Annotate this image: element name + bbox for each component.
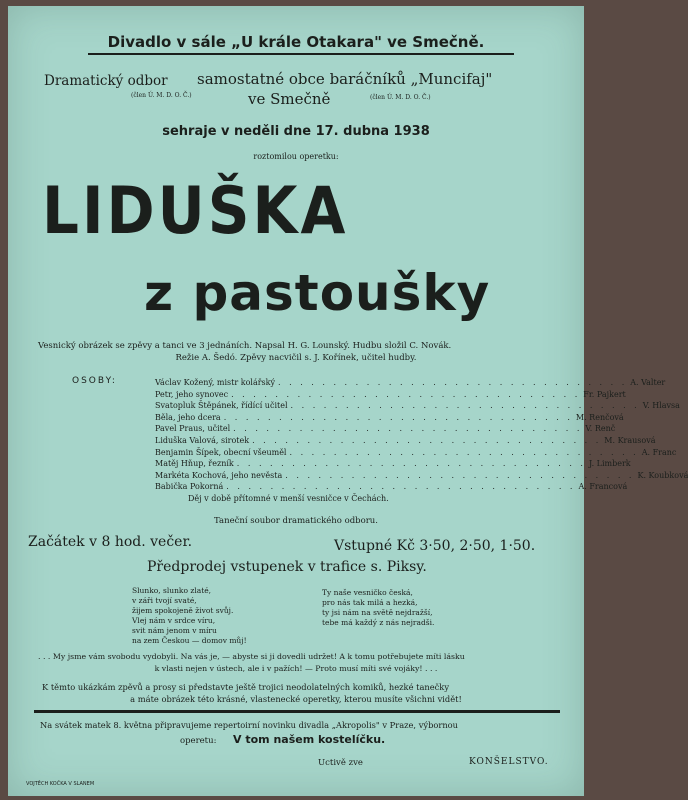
org-member-note-left: (člen Ú. M. D. O. Č.) — [131, 92, 192, 99]
cast-row — [155, 412, 624, 425]
venue-line: Divadlo v sále „U krále Otakara" ve Smečně. — [107, 33, 485, 51]
quote-line-1: . . . My jsme vám svobodu vydobyli. Na vás je, — abyste si ji dovedli udržet! A k tomu potřebujete míti lásku — [38, 652, 465, 661]
presale: Předprodej vstupenek v trafice s. Piksy. — [147, 559, 427, 575]
poem-right: Ty naše vesničko česká, pro nás tak milá a hezká, ty jsi nám na světě nejdražší, tebe má každý z nás nejradši. — [322, 588, 435, 627]
cast-leader-dots: . . . . . . . . . . . . . . . . . . . . . . . . . . . . . . . . — [231, 389, 581, 399]
cast-role: Babička Pokorná — [155, 482, 224, 492]
cast-leader-dots: . . . . . . . . . . . . . . . . . . . . . . . . . . . . . . . . — [278, 378, 628, 387]
cast-actor: A. Franc — [641, 447, 677, 457]
cast-role: Matěj Hňup, řezník — [155, 459, 234, 469]
org-member-note-right: (člen Ú. M. D. O. Č.) — [370, 94, 431, 101]
cast-leader-dots: . . . . . . . . . . . . . . . . . . . . . . . . . . . . . . . . — [226, 482, 576, 492]
intro-line: roztomilou operetku: — [253, 152, 339, 161]
cast-row — [155, 389, 626, 402]
description-line-2: Režie A. Šedó. Zpěvy nacvičil s. J. Kořínek, učitel hudby. — [175, 353, 417, 363]
setting-line: Děj v době přítomné v menší vesničce v Čechách. — [188, 494, 389, 503]
greeting: Uctivě zve — [318, 758, 363, 768]
cast-actor: K. Koubková — [637, 470, 688, 480]
org-line-left: Dramatický odbor — [44, 73, 168, 89]
cast-actor: Fr. Pajkert — [583, 389, 626, 399]
description-line-1: Vesnický obrázek se zpěvy a tanci ve 3 jednáních. Napsal H. G. Lounský. Hudbu složil C. Novák. — [38, 341, 452, 351]
cast-role: Svatopluk Štěpánek, řídící učitel — [155, 401, 288, 411]
cast-actor: M. Renčová — [575, 412, 624, 422]
invitation-line-1: K těmto ukázkám zpěvů a prosy si představte ještě trojici neodolatelných komiků, hezké tanečky — [42, 682, 450, 692]
cast-row — [155, 459, 631, 471]
cast-row — [155, 436, 656, 448]
cast-role: Václav Kožený, mistr kolářský — [155, 378, 276, 387]
cast-leader-dots: . . . . . . . . . . . . . . . . . . . . . . . . . . . . . . . . — [290, 401, 640, 411]
cast-leader-dots: . . . . . . . . . . . . . . . . . . . . . . . . . . . . . . . . — [289, 447, 639, 457]
cast-row — [155, 447, 677, 460]
quote-line-2: k vlasti nejen v ústech, ale i v pažích! — Proto musí míti své vojáky! . . . — [154, 664, 438, 673]
admission: Vstupné Kč 3·50, 2·50, 1·50. — [334, 538, 536, 554]
footer-announcement: Na svátek matek 8. května připravujeme repertoirní novinku divadla „Akropolis" v Praze, výbornou — [40, 720, 459, 730]
start-time: Začátek v 8 hod. večer. — [28, 534, 193, 550]
org-town-line: ve Smečně — [248, 90, 331, 108]
cast-role: Markéta Kochová, jeho nevěsta — [155, 470, 283, 480]
cast-label: OSOBY: — [72, 376, 117, 386]
title-line-2: z pastoušky — [144, 264, 491, 322]
footer-operetta-prefix: operetu: — [180, 736, 217, 746]
org-line-right: samostatné obce baráčníků „Muncifaj" — [197, 70, 493, 88]
invitation-line-2: a máte obrázek této krásné, vlastenecké operetky, kterou musíte všichni vidět! — [130, 694, 462, 704]
cast-role: Pavel Praus, učitel — [155, 424, 231, 434]
dance-line: Taneční soubor dramatického odboru. — [214, 516, 378, 526]
cast-leader-dots: . . . . . . . . . . . . . . . . . . . . . . . . . . . . . . . . — [236, 459, 586, 469]
cast-leader-dots: . . . . . . . . . . . . . . . . . . . . . . . . . . . . . . . . — [285, 470, 635, 480]
cast-role: Běla, jeho dcera — [155, 412, 221, 422]
printer-credit: VOJTĚCH KOČKA V SLANEM — [26, 781, 95, 787]
cast-leader-dots: . . . . . . . . . . . . . . . . . . . . . . . . . . . . . . . . — [233, 424, 583, 434]
cast-actor: V. Renč — [585, 424, 616, 434]
title-line-1: LIDUŠKA — [42, 172, 349, 249]
cast-role: Benjamin Šípek, obecní všeuměl — [155, 447, 287, 457]
footer-operetta-title: V tom našem kostelíčku. — [233, 733, 386, 746]
cast-role: Petr, jeho synovec — [155, 389, 229, 399]
cast-actor: A. Francová — [578, 482, 628, 492]
cast-leader-dots: . . . . . . . . . . . . . . . . . . . . . . . . . . . . . . . . — [252, 436, 602, 445]
cast-row — [155, 424, 616, 436]
signature: KONŠELSTVO. — [469, 757, 549, 767]
cast-row — [155, 470, 688, 483]
footer-divider — [34, 710, 560, 713]
cast-leader-dots: . . . . . . . . . . . . . . . . . . . . . . . . . . . . . . . . — [223, 412, 573, 422]
cast-actor: A. Valter — [630, 378, 666, 387]
cast-actor: V. Hlavsa — [642, 401, 680, 411]
cast-row — [155, 378, 666, 390]
performance-date: sehraje v neděli dne 17. dubna 1938 — [162, 124, 430, 139]
theatre-poster — [8, 6, 688, 796]
venue-underline — [88, 53, 514, 55]
cast-actor: M. Krausová — [604, 436, 656, 445]
cast-actor: J. Limberk — [588, 459, 631, 469]
cast-role: Liduška Valová, sirotek — [155, 436, 250, 445]
cast-row — [155, 401, 680, 413]
poem-left: Slunko, slunko zlaté, v záři tvojí svaté, žijem spokojeně život svůj. Vlej nám v srdce víru, svit nám jenom v míru na zem Českou — domov můj! — [132, 586, 247, 645]
cast-row — [155, 482, 628, 494]
